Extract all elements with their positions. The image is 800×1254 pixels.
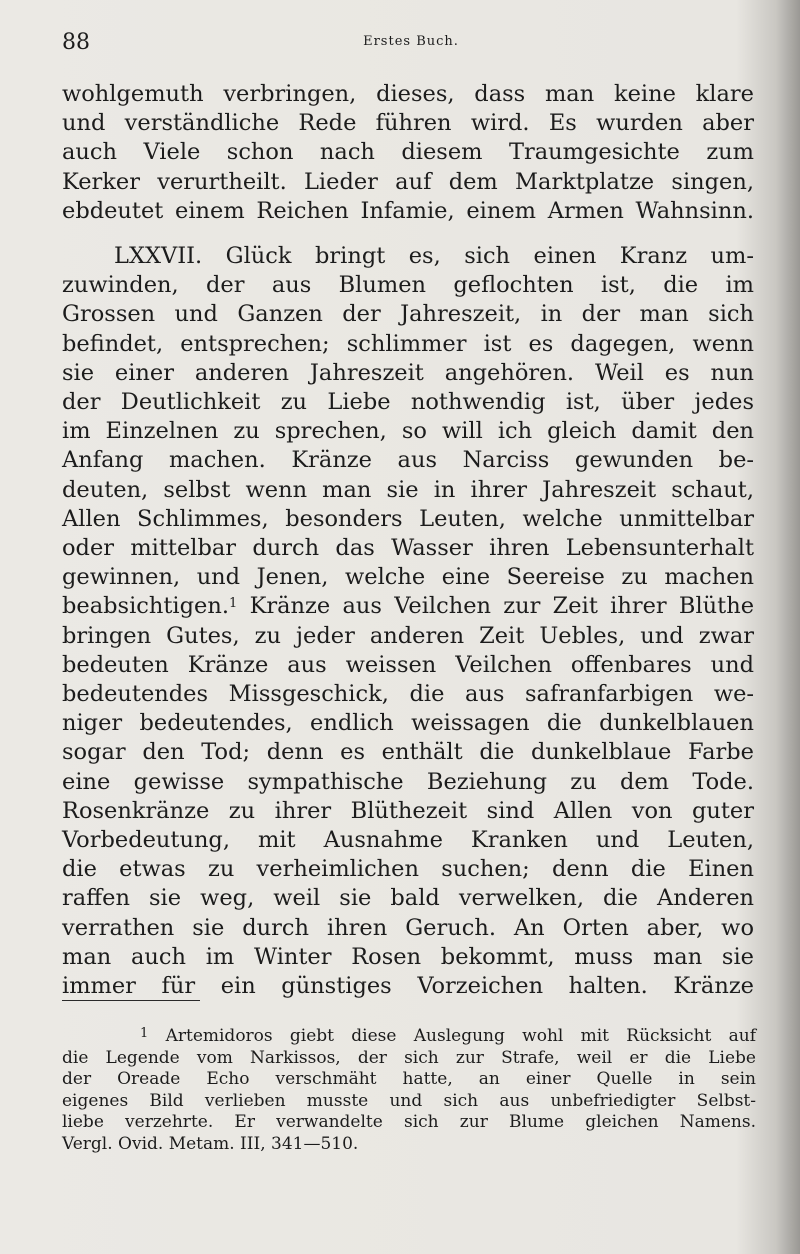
running-head: Erstes Buch. <box>363 34 459 49</box>
text-line: immer für ein günstiges Vorzeichen halten. Kränze <box>62 973 754 1000</box>
text-line: niger bedeutendes, endlich weissagen die dunkelblauen <box>62 710 754 737</box>
text-line: Allen Schlimmes, besonders Leuten, welche unmittelbar <box>62 505 754 532</box>
text-line: und verständliche Rede führen wird. Es wurden aber <box>62 110 754 137</box>
text-line: Grossen und Ganzen der Jahreszeit, in der man sich <box>62 301 754 328</box>
text-line: oder mittelbar durch das Wasser ihren Lebensunterhalt <box>62 535 754 562</box>
text-segment: Kränze aus Veilchen zur Zeit ihrer Blüthe <box>249 593 755 620</box>
text-line: Anfang machen. Kränze aus Narciss gewunden be- <box>62 447 754 474</box>
text-line: befindet, entsprechen; schlimmer ist es dagegen, wenn <box>62 330 754 357</box>
text-line: bedeuten Kränze aus weissen Veilchen offenbares und <box>62 651 754 678</box>
text-line: auch Viele schon nach diesem Traumgesichte zum <box>62 139 754 166</box>
page-number: 88 <box>62 30 90 55</box>
footnote-text: Artemidoros giebt diese Auslegung wohl mit Rücksicht auf <box>165 1026 756 1046</box>
text-line: sie einer anderen Jahreszeit angehören. Weil es nun <box>62 359 754 386</box>
text-line: bringen Gutes, zu jeder anderen Zeit Uebles, und zwar <box>62 622 754 649</box>
footnote-divider <box>62 1000 200 1001</box>
text-line: eine gewisse sympathische Beziehung zu dem Tode. <box>62 768 754 795</box>
footnote-line: eigenes Bild verlieben musste und sich aus unbefriedigter Selbst- <box>62 1090 756 1111</box>
page-header <box>62 30 740 58</box>
text-line: Vorbedeutung, mit Ausnahme Kranken und Leuten, <box>62 827 754 854</box>
text-line: im Einzelnen zu sprechen, so will ich gleich damit den <box>62 418 754 445</box>
footnote-line: liebe verzehrte. Er verwandelte sich zur Blume gleichen Namens. <box>62 1112 756 1132</box>
text-line: bedeutendes Missgeschick, die aus safranfarbigen we- <box>62 681 754 708</box>
footnote <box>62 1026 756 1155</box>
text-line: sogar den Tod; denn es enthält die dunkelblaue Farbe <box>62 739 754 766</box>
main-text <box>62 80 754 1001</box>
footnote-line: die Legende vom Narkissos, der sich zur Strafe, weil er die Liebe <box>62 1047 756 1068</box>
section-first-line: LXXVII. Glück bringt es, sich einen Kranz um- <box>114 243 754 270</box>
text-line: ebdeutet einem Reichen Infamie, einem Armen Wahnsinn. <box>62 197 754 224</box>
footnote-line: Vergl. Ovid. Metam. III, 341—510. <box>62 1133 359 1154</box>
text-line: der Deutlichkeit zu Liebe nothwendig ist, über jedes <box>62 389 754 416</box>
text-line: die etwas zu verheimlichen suchen; denn die Einen <box>62 856 754 883</box>
text-line: Rosenkränze zu ihrer Blüthezeit sind Allen von guter <box>62 797 754 824</box>
text-line: deuten, selbst wenn man sie in ihrer Jahreszeit schaut, <box>62 476 754 503</box>
text-line: zuwinden, der aus Blumen geflochten ist, die im <box>62 272 754 299</box>
text-segment: beabsichtigen. <box>62 593 229 620</box>
text-line-with-footnote <box>62 592 754 621</box>
text-line: raffen sie weg, weil sie bald verwelken, die Anderen <box>62 885 754 912</box>
footnote-reference: 1 <box>228 596 238 612</box>
text-line: man auch im Winter Rosen bekommt, muss man sie <box>62 943 754 970</box>
paragraph-gap <box>62 226 754 242</box>
footnote-line: der Oreade Echo verschmäht hatte, an einer Quelle in sein <box>62 1069 756 1089</box>
footnote-first-line <box>62 1026 756 1048</box>
text-line: verrathen sie durch ihren Geruch. An Orten aber, wo <box>62 914 754 941</box>
text-line: wohlgemuth verbringen, dieses, dass man keine klare <box>62 81 754 107</box>
text-line: Kerker verurtheilt. Lieder auf dem Marktplatze singen, <box>62 168 754 195</box>
footnote-marker: 1 <box>140 1026 149 1041</box>
text-line: gewinnen, und Jenen, welche eine Seereise zu machen <box>62 564 754 591</box>
